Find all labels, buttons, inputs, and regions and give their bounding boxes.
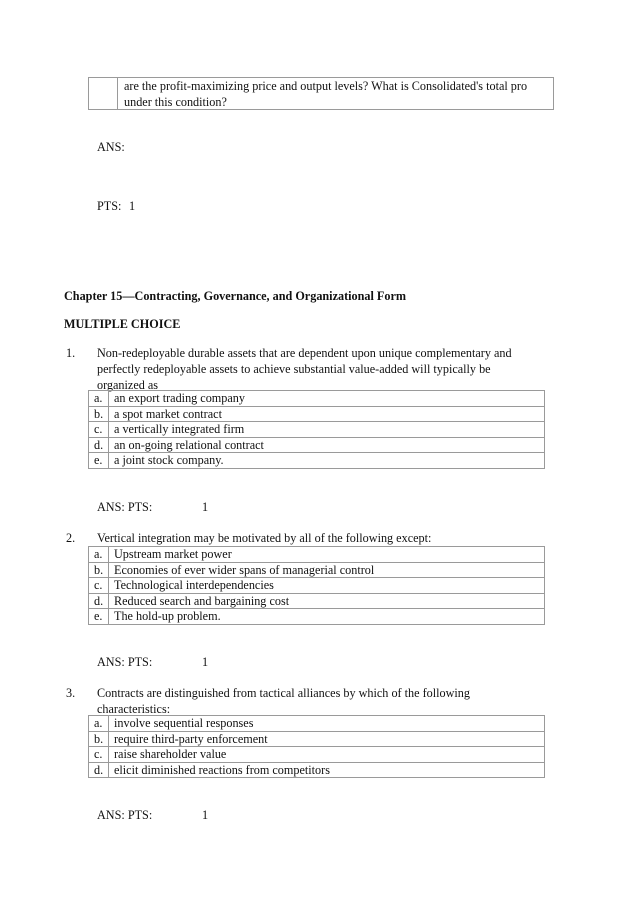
option-text: a vertically integrated firm (109, 422, 545, 438)
q2-pts-value: 1 (202, 655, 209, 669)
options-table-q3 (88, 715, 545, 778)
option-row (89, 547, 545, 563)
continuation-line-2: under this condition? (124, 95, 227, 109)
option-letter: b. (89, 562, 109, 578)
option-row (89, 609, 545, 625)
q3-pts-value: 1 (202, 808, 209, 822)
question-number: 3. (66, 686, 76, 700)
option-row (89, 406, 545, 422)
option-row (89, 716, 545, 732)
option-text: Upstream market power (109, 547, 545, 563)
option-text: elicit diminished reactions from competitors (109, 762, 545, 778)
option-letter: a. (89, 391, 109, 407)
option-row (89, 731, 545, 747)
question-text-line: perfectly redeployable assets to achieve substantial value-added will typically be (97, 361, 491, 376)
question-text-line: organized as (97, 377, 159, 392)
option-text: involve sequential responses (109, 716, 545, 732)
option-row (89, 762, 545, 778)
option-letter: a. (89, 716, 109, 732)
section-title: MULTIPLE CHOICE (64, 317, 181, 331)
option-row (89, 578, 545, 594)
option-letter: c. (89, 747, 109, 763)
question-number: 2. (66, 531, 76, 545)
continuation-line-1: are the profit-maximizing price and output levels? What is Consolidated's total pro (124, 79, 528, 93)
option-text: a joint stock company. (109, 453, 545, 469)
question-number: 1. (66, 346, 76, 360)
option-row (89, 391, 545, 407)
top-pts-value: 1 (129, 199, 136, 213)
q1-ans-pts-label: ANS: PTS: (97, 500, 153, 514)
option-letter: c. (89, 422, 109, 438)
question-text-line: characteristics: (97, 701, 171, 716)
option-row (89, 422, 545, 438)
option-row (89, 562, 545, 578)
option-text: raise shareholder value (109, 747, 545, 763)
top-pts-label: PTS: (97, 199, 122, 213)
question-text-line: Non-redeployable durable assets that are dependent upon unique complementary and (97, 346, 512, 360)
option-letter: d. (89, 762, 109, 778)
option-text: require third-party enforcement (109, 731, 545, 747)
options-table-q2 (88, 546, 545, 625)
q3-ans-pts-label: ANS: PTS: (97, 808, 153, 822)
option-letter: c. (89, 578, 109, 594)
chapter-title: Chapter 15—Contracting, Governance, and Organizational Form (64, 289, 407, 303)
option-letter: a. (89, 547, 109, 563)
option-text: The hold-up problem. (109, 609, 545, 625)
top-ans-label: ANS: (97, 140, 125, 154)
option-letter: e. (89, 609, 109, 625)
option-text: a spot market contract (109, 406, 545, 422)
option-text: an export trading company (109, 391, 545, 407)
continuation-box (88, 77, 554, 110)
option-text: an on-going relational contract (109, 437, 545, 453)
option-row (89, 453, 545, 469)
question-text-line: Vertical integration may be motivated by all of the following except: (97, 531, 432, 545)
continuation-gutter (89, 78, 118, 109)
options-table-q1 (88, 390, 545, 469)
q2-ans-pts-label: ANS: PTS: (97, 655, 153, 669)
option-letter: d. (89, 437, 109, 453)
option-row (89, 437, 545, 453)
option-letter: d. (89, 593, 109, 609)
q1-pts-value: 1 (202, 500, 209, 514)
option-text: Economies of ever wider spans of managerial control (109, 562, 545, 578)
option-letter: b. (89, 731, 109, 747)
option-letter: e. (89, 453, 109, 469)
option-text: Technological interdependencies (109, 578, 545, 594)
option-text: Reduced search and bargaining cost (109, 593, 545, 609)
option-row (89, 747, 545, 763)
option-letter: b. (89, 406, 109, 422)
option-row (89, 593, 545, 609)
question-text-line: Contracts are distinguished from tactical alliances by which of the following (97, 686, 470, 700)
